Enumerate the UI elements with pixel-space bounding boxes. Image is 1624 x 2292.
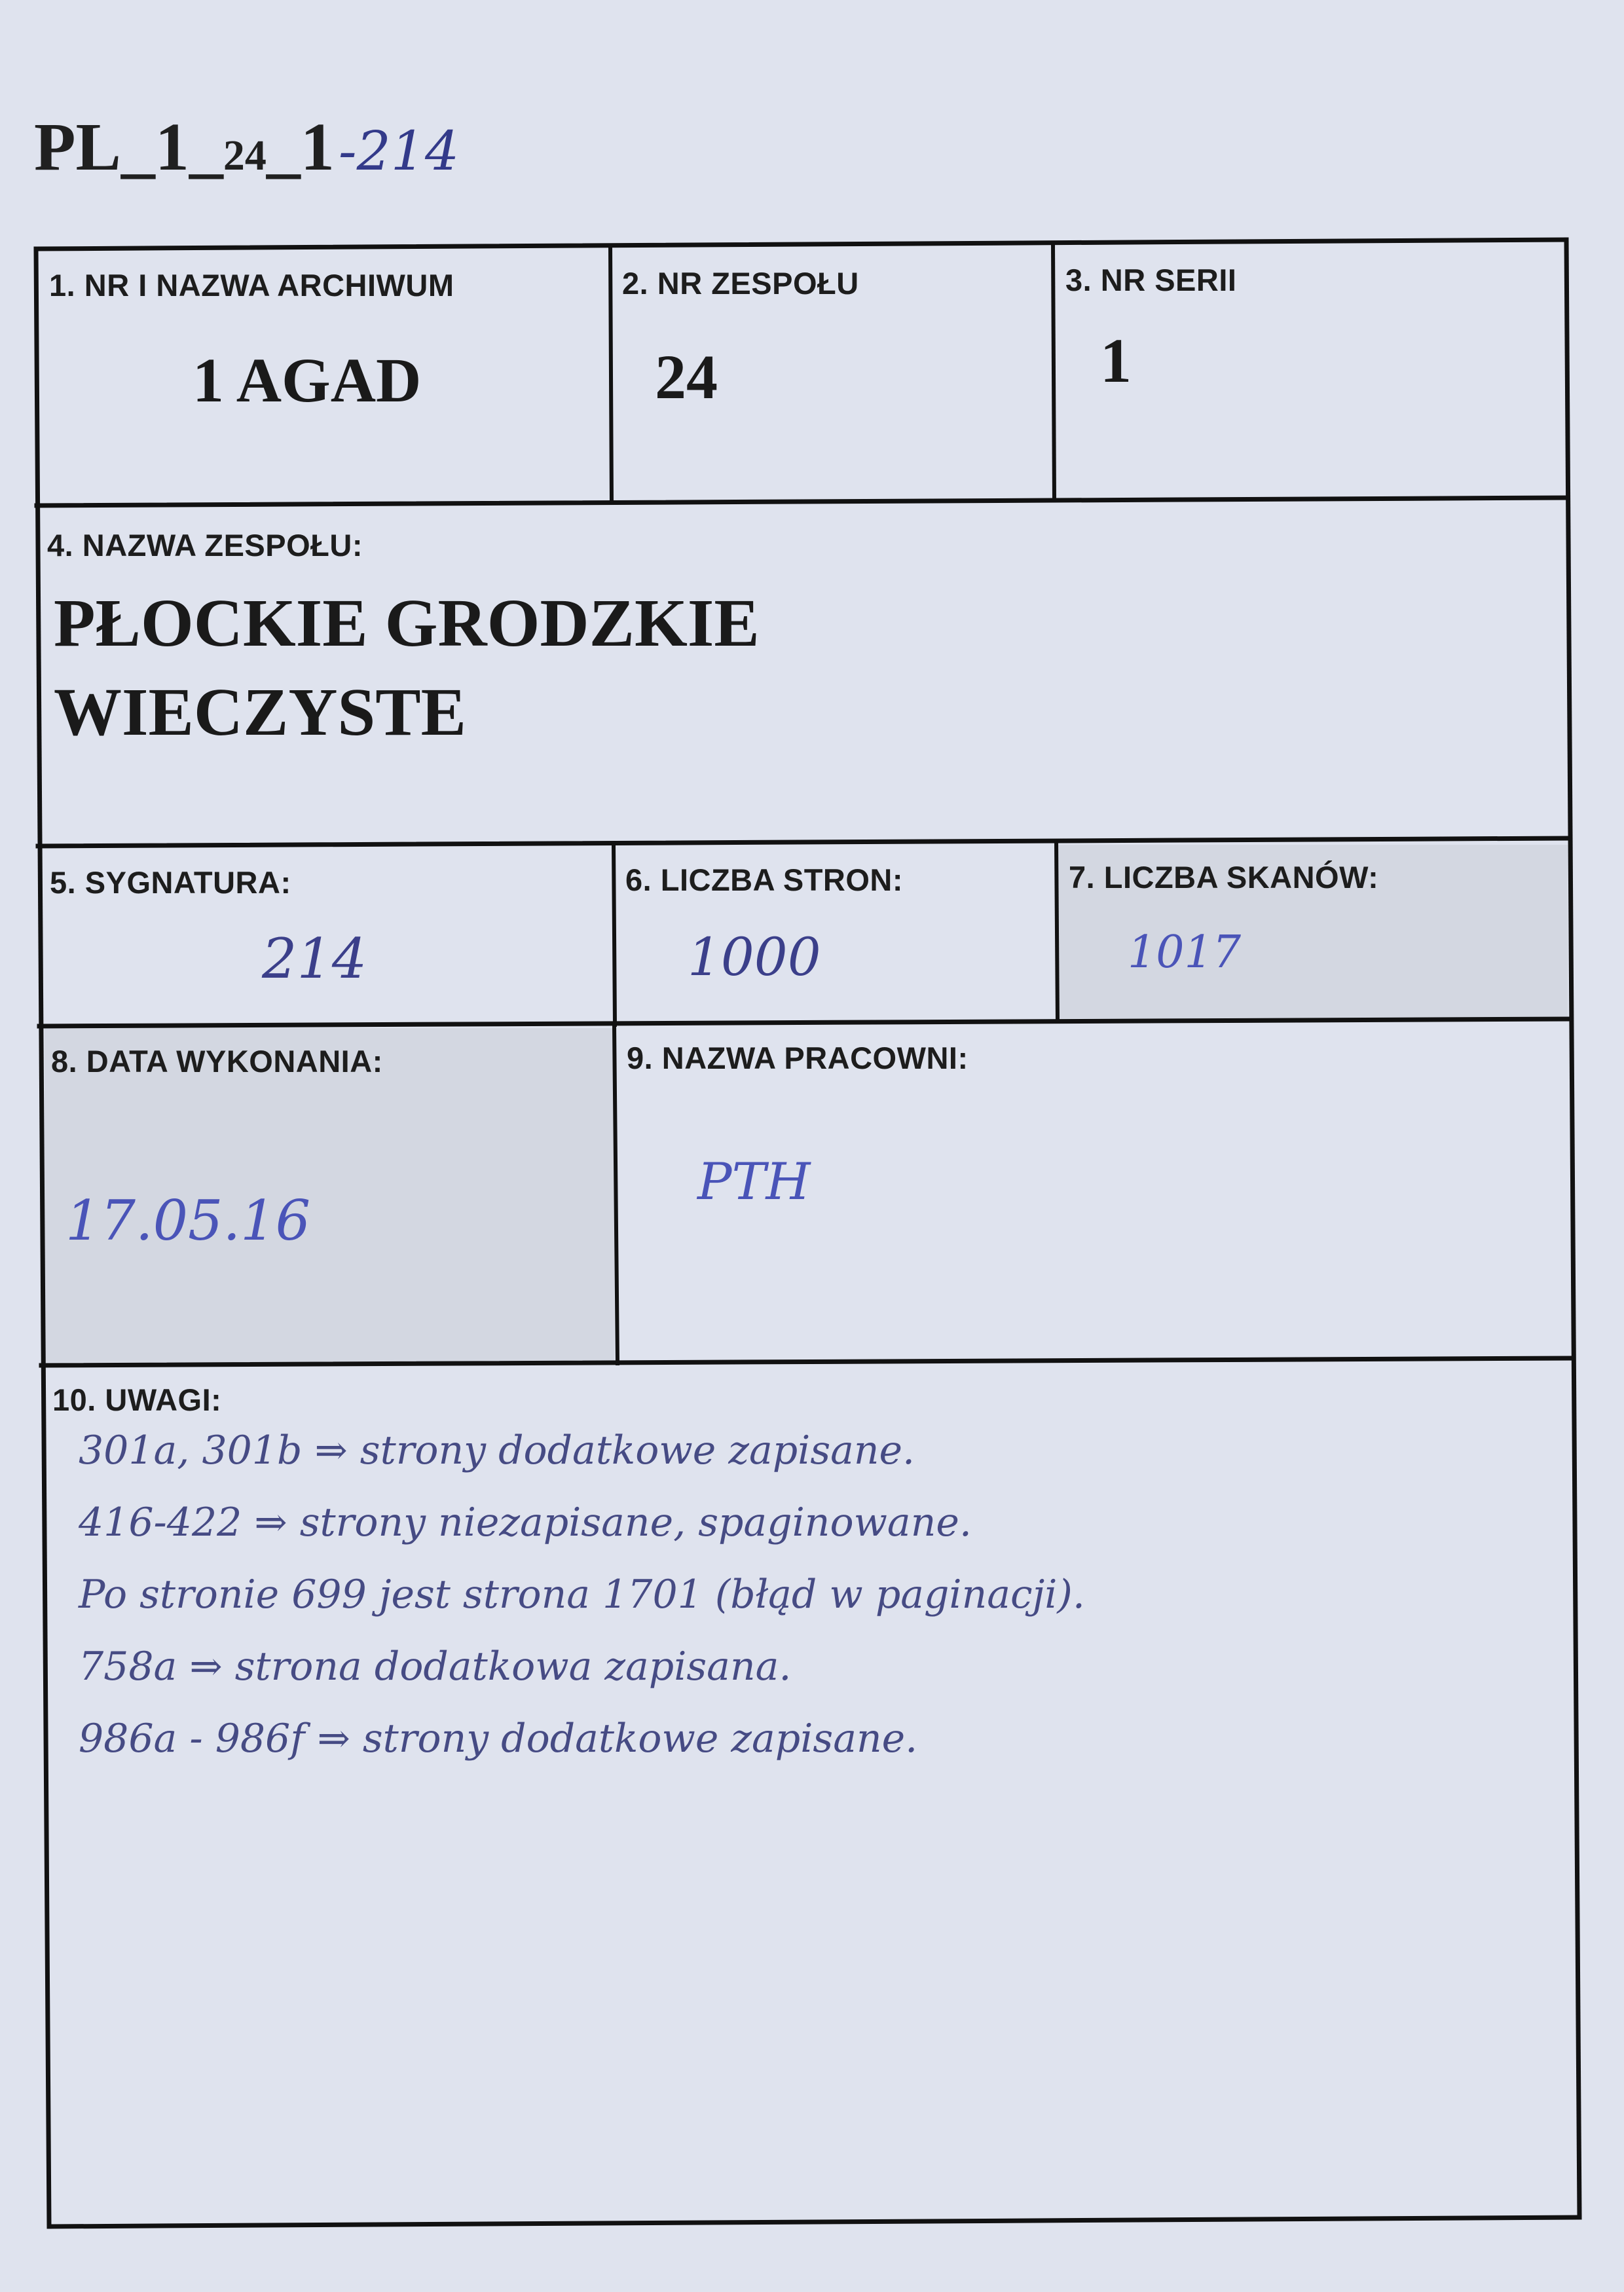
fonds-number-label: 2. NR ZESPOŁU [622, 266, 859, 301]
notes-line: 986a - 986f ⇒ strony dodatkowe zapisane. [79, 1716, 918, 1762]
date-value: 17.05.16 [65, 1189, 311, 1253]
notes-label: 10. UWAGI: [52, 1382, 222, 1417]
series-number-value: 1 [1100, 325, 1132, 396]
signature-label: 5. SYGNATURA: [50, 865, 291, 900]
fonds-name-line-2: WIECZYSTE [54, 675, 466, 750]
notes-line: Po stronie 699 jest strona 1701 (błąd w paginacji). [79, 1572, 1085, 1617]
notes-line: 416-422 ⇒ strony niezapisane, spaginowane. [79, 1500, 972, 1545]
scans-label: 7. LICZBA SKANÓW: [1069, 860, 1379, 895]
fonds-name-label: 4. NAZWA ZESPOŁU: [47, 528, 363, 563]
notes-list [79, 1414, 1552, 1775]
pages-label: 6. LICZBA STRON: [625, 862, 904, 897]
identifier-fonds: 24 [223, 132, 267, 179]
identifier-handwritten-signature: -214 [338, 120, 460, 183]
series-number-label: 3. NR SERII [1065, 263, 1237, 297]
identifier-prefix: PL_1_ [34, 109, 223, 185]
workshop-label: 9. NAZWA PRACOWNI: [627, 1041, 969, 1075]
archive-label: 1. NR I NAZWA ARCHIWUM [49, 268, 454, 303]
fonds-name-line-1: PŁOCKIE GRODZKIE [54, 585, 760, 661]
archive-value: 1 AGAD [193, 345, 422, 415]
date-label: 8. DATA WYKONANIA: [51, 1044, 383, 1079]
fonds-number-value: 24 [655, 342, 718, 412]
scans-value: 1017 [1128, 927, 1242, 978]
pages-value: 1000 [688, 927, 821, 988]
signature-value: 214 [262, 927, 367, 991]
notes-line: 758a ⇒ strona dodatkowa zapisana. [79, 1644, 792, 1690]
identifier-series: _1 [266, 109, 335, 185]
workshop-value: PTH [697, 1153, 811, 1211]
notes-line: 301a, 301b ⇒ strony dodatkowe zapisane. [79, 1428, 915, 1473]
